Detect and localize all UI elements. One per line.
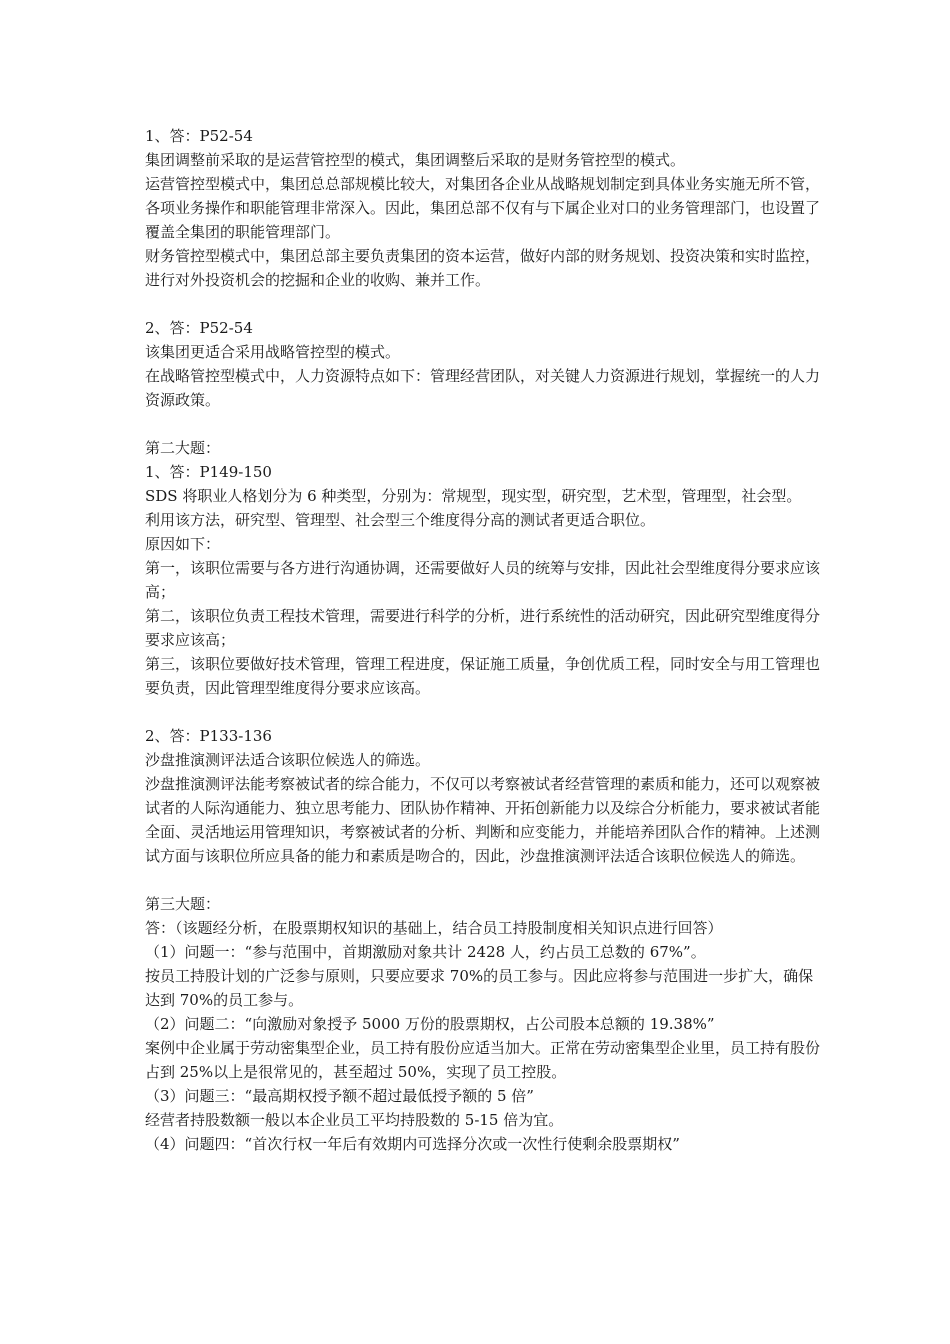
paragraph: 第一，该职位需要与各方进行沟通协调，还需要做好人员的统筹与安排，因此社会型维度得分要求应该高；	[145, 559, 821, 601]
section-2-answer-1	[145, 436, 825, 700]
paragraph: 答：（该题经分析，在股票期权知识的基础上，结合员工持股制度相关知识点进行回答）	[145, 919, 723, 937]
paragraph: 第三，该职位要做好技术管理，管理工程进度，保证施工质量，争创优质工程，同时安全与用工管理也要负责，因此管理型维度得分要求应该高。	[145, 655, 821, 697]
paragraph: 财务管控型模式中，集团总部主要负责集团的资本运营，做好内部的财务规划、投资决策和实时监控，进行对外投资机会的挖掘和企业的收购、兼并工作。	[145, 247, 821, 289]
paragraph: 利用该方法，研究型、管理型、社会型三个维度得分高的测试者更适合职位。	[145, 511, 656, 529]
question-item: （3）问题三：“最高期权授予额不超过最低授予额的 5 倍”	[145, 1087, 534, 1105]
paragraph: 运营管控型模式中，集团总总部规模比较大，对集团各企业从战略规划制定到具体业务实施无所不管，各项业务操作和职能管理非常深入。因此，集团总部不仅有与下属企业对口的业务管理部门，也设置了覆盖全集团的职能管理部门。	[145, 175, 821, 241]
paragraph: 经营者持股数额一般以本企业员工平均持股数的 5-15 倍为宜。	[145, 1111, 564, 1129]
section-3	[145, 892, 825, 1156]
paragraph: 沙盘推演测评法适合该职位候选人的筛选。	[145, 751, 431, 769]
paragraph: 该集团更适合采用战略管控型的模式。	[145, 343, 401, 361]
paragraph: 按员工持股计划的广泛参与原则，只要应要求 70%的员工参与。因此应将参与范围进一步扩大，确保达到 70%的员工参与。	[145, 967, 814, 1009]
answer-heading: 1、答：P52-54	[145, 127, 253, 145]
paragraph: 沙盘推演测评法能考察被试者的综合能力，不仅可以考察被试者经营管理的素质和能力，还可以观察被试者的人际沟通能力、独立思考能力、团队协作精神、开拓创新能力以及综合分析能力，要求被试者能全面、灵活地运用管理知识，考察被试者的分析、判断和应变能力，并能培养团队合作的精神。上述测试方面与该职位所应具备的能力和素质是吻合的，因此，沙盘推演测评法适合该职位候选人的筛选。	[145, 775, 821, 865]
spacer	[145, 412, 825, 436]
section-heading: 第三大题：	[145, 895, 221, 913]
question-item: （4）问题四：“首次行权一年后有效期内可选择分次或一次性行使剩余股票期权”	[145, 1135, 680, 1153]
spacer	[145, 868, 825, 892]
paragraph: SDS 将职业人格划分为 6 种类型，分别为：常规型，现实型，研究型，艺术型，管理型，社会型。	[145, 487, 802, 505]
document-body	[145, 124, 825, 1156]
spacer	[145, 700, 825, 724]
paragraph: 集团调整前采取的是运营管控型的模式，集团调整后采取的是财务管控型的模式。	[145, 151, 686, 169]
question-item: （2）问题二：“向激励对象授予 5000 万份的股票期权，占公司股本总额的 19.38%”	[145, 1015, 715, 1033]
section-1-answer-2	[145, 316, 825, 412]
answer-heading: 2、答：P52-54	[145, 319, 253, 337]
answer-heading: 2、答：P133-136	[145, 727, 272, 745]
section-heading: 第二大题：	[145, 439, 221, 457]
spacer	[145, 292, 825, 316]
answer-heading: 1、答：P149-150	[145, 463, 272, 481]
section-2-answer-2	[145, 724, 825, 868]
paragraph: 第二，该职位负责工程技术管理，需要进行科学的分析，进行系统性的活动研究，因此研究型维度得分要求应该高；	[145, 607, 821, 649]
paragraph: 在战略管控型模式中，人力资源特点如下：管理经营团队，对关键人力资源进行规划，掌握统一的人力资源政策。	[145, 367, 821, 409]
paragraph: 原因如下：	[145, 535, 221, 553]
section-1-answer-1	[145, 124, 825, 292]
question-item: （1）问题一：“参与范围中，首期激励对象共计 2428 人，约占员工总数的 67%”。	[145, 943, 706, 961]
paragraph: 案例中企业属于劳动密集型企业，员工持有股份应适当加大。正常在劳动密集型企业里，员工持有股份占到 25%以上是很常见的，甚至超过 50%，实现了员工控股。	[145, 1039, 821, 1081]
